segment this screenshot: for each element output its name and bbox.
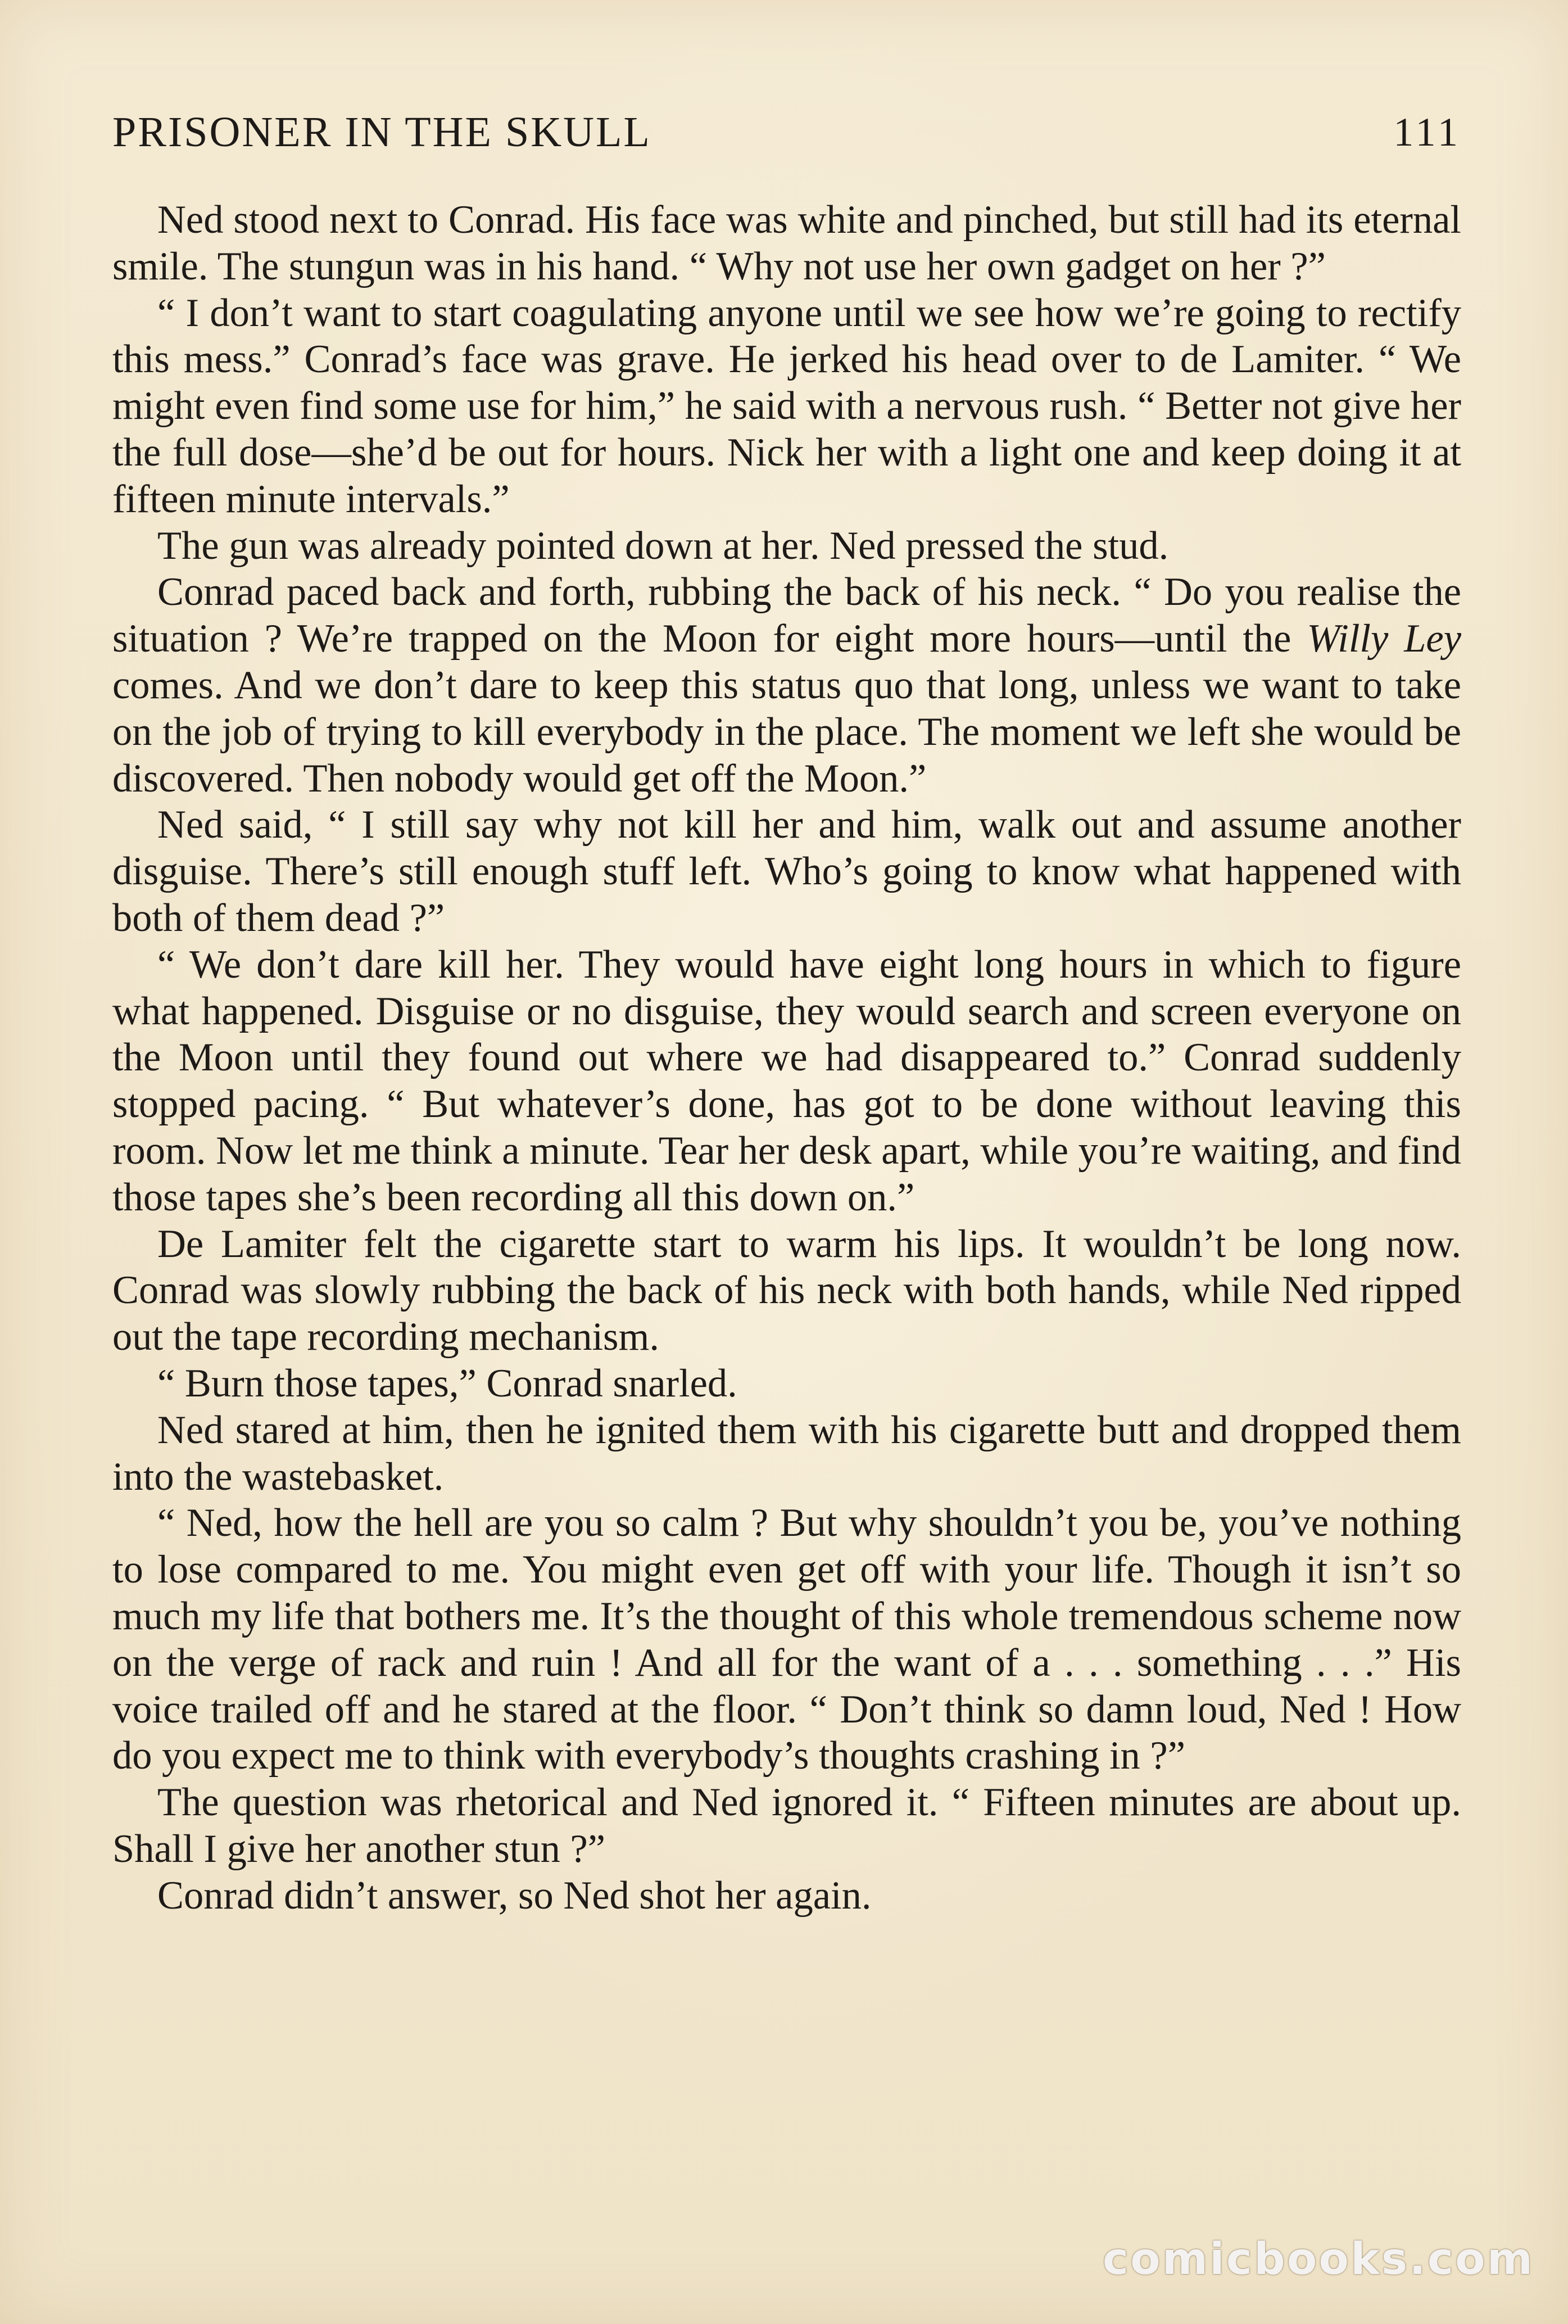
paragraph: The gun was already pointed down at her. Ned pressed the stud. xyxy=(157,523,1169,568)
paragraph: The question was rhetorical and Ned ignored it. “ Fifteen minutes are about up. Shall I give her another stun ?” xyxy=(112,1780,1461,1871)
paragraph xyxy=(112,569,1461,802)
running-title: PRISONER IN THE SKULL xyxy=(112,108,651,156)
paragraph: “ Ned, how the hell are you so calm ? But why shouldn’t you be, you’ve nothing to lose compared to me. You might even get off with your life. Though it isn’t so much my life that bothers me. It’s the thought of this whole tremendous scheme now on the verge of rack and ruin ! And all for the want of a . . . something . . .” His voice trailed off and he stared at the floor. “ Don’t think so damn loud, Ned ! How do you expect me to think with everybody’s thoughts crashing in ?” xyxy=(112,1501,1461,1778)
paragraph: “ We don’t dare kill her. They would have eight long hours in which to figure what happened. Disguise or no disguise, they would search and screen everyone on the Moon until they found out where we had disappeared to.” Conrad suddenly stopped pacing. “ But whatever’s done, has got to be done without leaving this room. Now let me think a minute. Tear her desk apart, while you’re waiting, and find those tapes she’s been recording all this down on.” xyxy=(112,942,1461,1219)
watermark-logo: comicbooks.com xyxy=(1102,2234,1534,2285)
paragraph-text: comes. And we don’t dare to keep this status quo that long, unless we want to take on the job of trying to kill everybody in the place. The moment we left she would be discovered. Then nobody would get off the Moon.” xyxy=(112,663,1461,801)
paragraph: Ned said, “ I still say why not kill her and him, walk out and assume another disguise. There’s still enough stuff left. Who’s going to know what happened with both of them dead ?” xyxy=(112,803,1461,940)
paragraph: De Lamiter felt the cigarette start to warm his lips. It wouldn’t be long now. Conrad was slowly rubbing the back of his neck with both hands, while Ned ripped out the tape recording mechanism. xyxy=(112,1222,1461,1359)
paragraph: “ I don’t want to start coagulating anyone until we see how we’re going to rectify this mess.” Conrad’s face was grave. He jerked his head over to de Lamiter. “ We might even find some use for him,” he said with a nervous rush. “ Better not give her the full dose—she’d be out for hours. Nick her with a light one and keep doing it at fifteen minute intervals.” xyxy=(112,291,1461,521)
paragraph: “ Burn those tapes,” Conrad snarled. xyxy=(157,1361,737,1405)
page-number: 111 xyxy=(1393,110,1461,155)
body-text xyxy=(112,197,1461,1919)
paragraph: Ned stared at him, then he ignited them with his cigarette butt and dropped them into the wastebasket. xyxy=(112,1408,1461,1499)
ship-name: Willy Ley xyxy=(1307,617,1461,661)
paragraph-text: Conrad paced back and forth, rubbing the back of his neck. “ Do you realise the situation ? We’re trapped on the Moon for eight more hours—until the xyxy=(112,570,1461,661)
paragraph: Conrad didn’t answer, so Ned shot her again. xyxy=(157,1873,872,1918)
paragraph: Ned stood next to Conrad. His face was white and pinched, but still had its eternal smile. The stungun was in his hand. “ Why not use her own gadget on her ?” xyxy=(112,198,1461,288)
page-header xyxy=(112,101,1461,163)
